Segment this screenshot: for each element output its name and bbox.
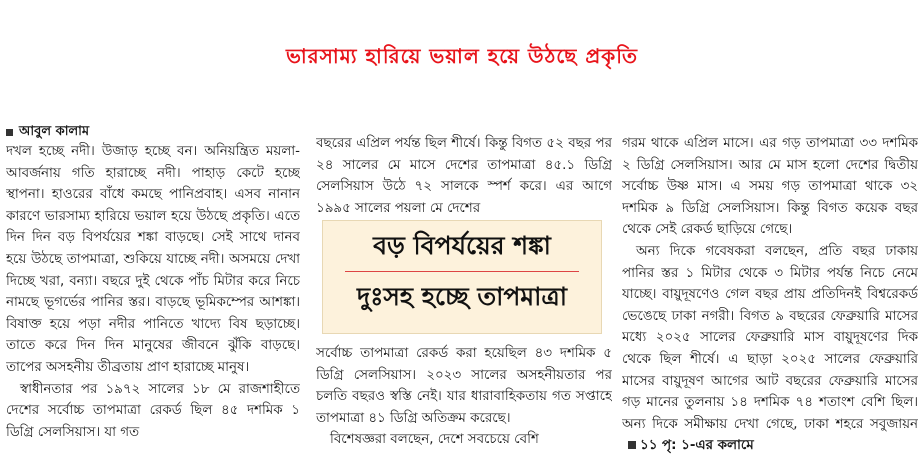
pull-quote-line-2: দুঃসহ হচ্ছে তাপমাত্রা [356,282,568,311]
byline [6,125,300,139]
bullet-square-icon [6,129,13,136]
headline: ভারসাম্য হারিয়ে ভয়াল হয়ে উঠছে প্রকৃতি [285,44,639,68]
paragraph: স্বাধীনতার পর ১৯৭২ সালের ১৮ মে রাজশাহীতে দেশের সর্বোচ্চ তাপমাত্রা রেকর্ড ছিল ৪৫ দশমিক ১ ডিগ্রি সেলসিয়াস। যা গত [6,381,300,440]
paragraph [622,241,918,457]
paragraph: গরম থাকে এপ্রিল মাসে। এর গড় তাপমাত্রা ৩৩ দশমিক ২ ডিগ্রি সেলসিয়াস। আর মে মাস হলো দেশের দ্বিতীয় সর্বোচ্চ উষ্ণ মাস। এ সময় গড় তাপমাত্রা থাকে ৩২ দশমিক ৯ ডিগ্রি সেলসিয়াস। কিন্তু বিগত কয়েক বছর থেকে সেই রেকর্ড ছাড়িয়ে গেছে। [622,136,918,238]
column-top-text [316,133,612,219]
byline-author: আবুল কালাম [19,125,90,139]
column-bottom-text [316,343,612,451]
paragraph-text: অন্য দিকে গবেষকরা বলছেন, প্রতি বছর ঢাকায় পানির স্তর ১ মিটার থেকে ৩ মিটার পর্যন্ত নিচে নেমে যাচ্ছে। বায়ুদূষণেও গেল বছর প্রায় প্রতিদিনই বিশ্বরেকর্ড ভেঙেছে ঢাকা নগরী। বিগত ৯ বছরের ফেব্রুয়ারি মাসের মধ্যে ২০২৫ সালের ফেব্রুয়ারি মাস বায়ুদূষণের দিক থেকে ছিল শীর্ষে। এ ছাড়া ২০২৫ সালের ফেব্রুয়ারি মাসের বায়ুদূষণ আগের আট বছরের ফেব্রুয়ারি মাসের গড় মানের তুলনায় ১৪ দশমিক ৭৪ শতাংশ বেশি ছিল। অন্য দিকে সমীক্ষায় দেখা গেছে, ঢাকা শহরে সবুজায়ন [622,243,918,432]
article-column-3 [622,125,918,475]
paragraph: বছরের এপ্রিল পর্যন্ত ছিল শীর্ষে। কিন্তু বিগত ৫২ বছর পর ২৪ সালের মে মাসে দেশের তাপমাত্রা ৪৫.১ ডিগ্রি সেলসিয়াস উঠে ৭২ সালকে স্পর্শ করে। এর আগে ১৯৯৫ সালের পয়লা মে দেশের [316,136,612,216]
column-text [622,133,918,457]
continuation-reference: ১১ পৃ: ১-এর কলামে [640,438,754,454]
pull-quote-box [322,220,602,334]
pull-quote-line-1: বড় বিপর্যয়ের শঙ্কা [373,231,551,260]
paragraph: সর্বোচ্চ তাপমাত্রা রেকর্ড করা হয়েছিল ৪৩ দশমিক ৫ ডিগ্রি সেলসিয়াস। ২০২৩ সালের অসহনীয়তার পর চলতি বছরও স্বস্তি নেই। যার ধারাবাহিকতায় গত সপ্তাহে তাপমাত্রা ৪১ ডিগ্রি অতিক্রম করেছে। [316,346,612,426]
paragraph: বিশেষজ্ঞরা বলছেন, দেশে সবচেয়ে বেশি [330,432,539,448]
article-column-1 [6,125,300,475]
continuation-square-icon [628,441,636,449]
paragraph: দখল হচ্ছে নদী। উজাড় হচ্ছে বন। অনিয়ন্ত্রিত ময়লা-আবর্জনায় গতি হারাচ্ছে নদী। পাহাড় কেটে হচ্ছে স্থাপনা। হাওরের বাঁধে কমছে পানিপ্রবাহ। এসব নানান কারণে ভারসাম্য হারিয়ে ভয়াল হয়ে উঠছে প্রকৃতি। এতে দিন দিন বড় বিপর্যয়ের শঙ্কা বাড়ছে। সেই সাথে দানব হয়ে উঠছে তাপমাত্রা, শুকিয়ে যাচ্ছে নদী। অসময়ে দেখা দিচ্ছে খরা, বন্যা। বছরে দুই থেকে পাঁচ মিটার করে নিচে নামছে ভূগর্ভের পানির স্তর। বাড়ছে ভূমিকম্পের আশঙ্কা। বিষাক্ত হয়ে পড়া নদীর পানিতে খাদ্যে বিষ ছড়াচ্ছে। তাতে করে দিন দিন মানুষের জীবনে ঝুঁকি বাড়ছে। তাপের অসহনীয় তীব্রতায় প্রাণ হারাচ্ছে মানুষ। [6,144,300,375]
